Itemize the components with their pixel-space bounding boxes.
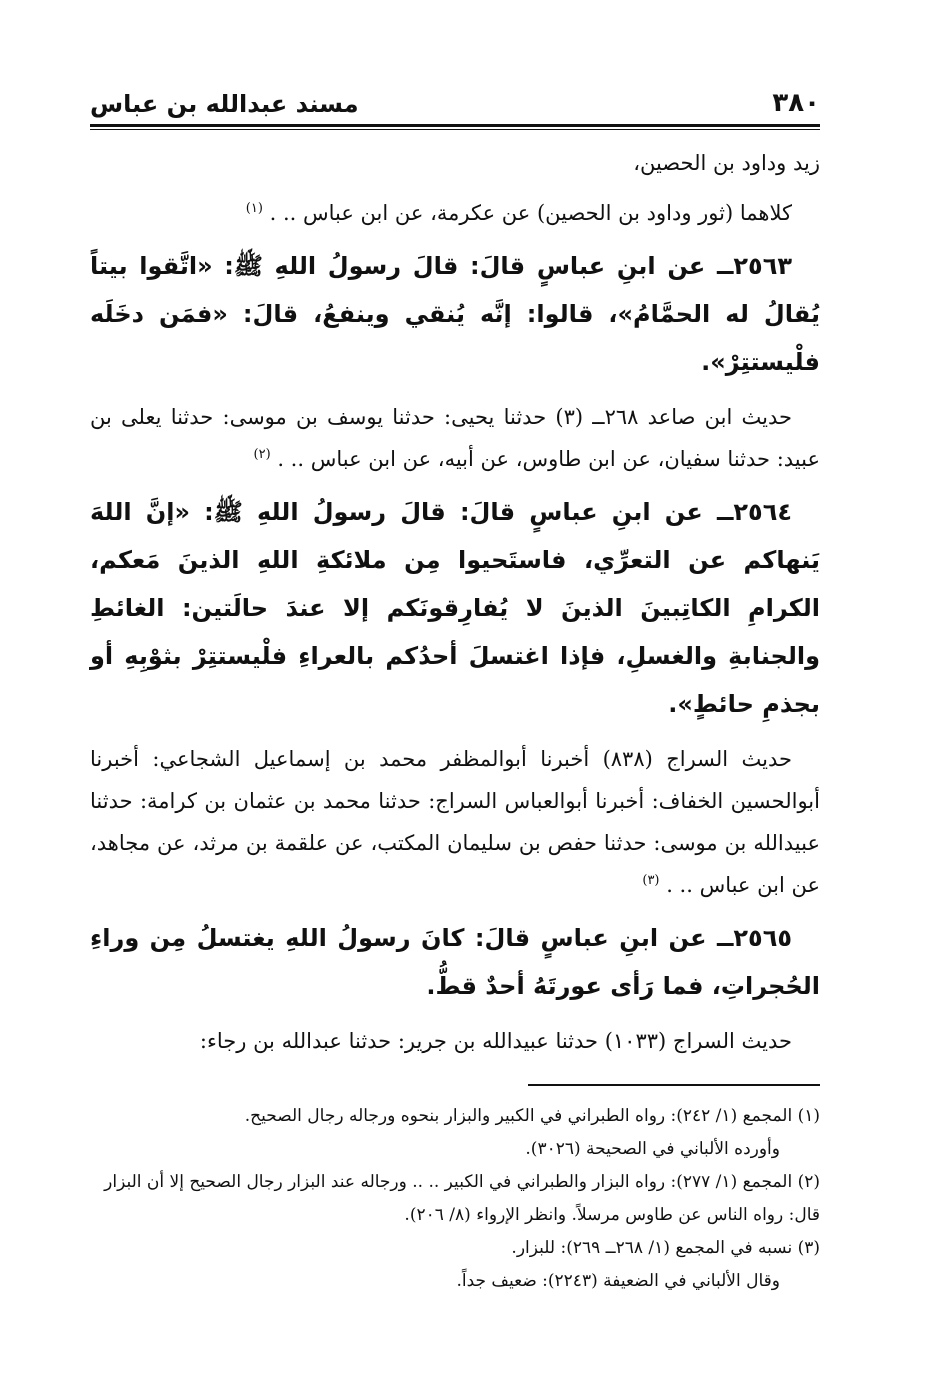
footnote-1: (١) المجمع (١/ ٢٤٢): رواه الطبراني في الكبير والبزار بنحوه ورجاله رجال الصحيح. bbox=[244, 1106, 820, 1126]
hadith-2563: ٢٥٦٣ــ عن ابنِ عباسٍ قالَ: قالَ رسولُ اللهِ ﷺ: «اتَّقوا بيتاً يُقالُ له الحمَّامُ»، قالوا: إنَّه يُنقي وينفعُ، قالَ: «فمَن دخَلَه فلْيستتِرْ». bbox=[90, 252, 820, 376]
paragraph-chain-end: زيد وداود بن الحصين، bbox=[633, 151, 820, 175]
hadith-2564: ٢٥٦٤ــ عن ابنِ عباسٍ قالَ: قالَ رسولُ اللهِ ﷺ: «إنَّ اللهَ يَنهاكم عن التعرِّي، فاستَحيوا مِن ملائكةِ اللهِ الذينَ مَعكم، الكرامِ الكاتِبينَ الذينَ لا يُفارِقونَكم إلا عندَ حالَتين: الغائطِ والجنابةِ والغسلِ، فإذا اغتسلَ أحدُكم بالعراءِ فلْيستتِرْ بثوْبِهِ أو بجذمِ حائطٍ». bbox=[90, 498, 820, 718]
footnote-ref-2: (٢) bbox=[253, 447, 271, 462]
footnote-1-continued: وأورده الألباني في الصحيحة (٣٠٢٦). bbox=[525, 1139, 780, 1159]
header-rule-thick bbox=[90, 124, 820, 127]
paragraph-isnad-2563: حديث ابن صاعد ٢٦٨ــ (٣) حدثنا يحيى: حدثنا يوسف بن موسى: حدثنا يعلى بن عبيد: حدثنا سفيان، عن ابن طاوس، عن أبيه، عن ابن عباس .. . $^{(٢)}$ bbox=[90, 405, 820, 471]
footnote-ref-3: (٣) bbox=[642, 873, 660, 888]
footnote-ref-1: (١) bbox=[245, 201, 263, 216]
paragraph-isnad-2564: حديث السراج (٨٣٨) أخبرنا أبوالمظفر محمد بن إسماعيل الشجاعي: أخبرنا أبوالحسين الخفاف: أخبرنا أبوالعباس السراج: حدثنا محمد بن عثمان بن كرامة: حدثنا عبيدالله بن موسى: حدثنا حفص بن سليمان المكتب، عن علقمة بن مرثد، عن مجاهد، عن ابن عباس .. . $^{(٣)}$ bbox=[90, 747, 820, 897]
page-header bbox=[90, 78, 820, 118]
footnote-2: (٢) المجمع (١/ ٢٧٧): رواه البزار والطبراني في الكبير .. .. ورجاله عند البزار رجال الصحيح إلا أن البزار قال: رواه الناس عن طاوس مرسلاً. وانظر الإرواء (٨/ ٢٠٦). bbox=[104, 1172, 820, 1225]
paragraph-isnad-2565: حديث السراج (١٠٣٣) حدثنا عبيدالله بن جرير: حدثنا عبدالله بن رجاء: bbox=[199, 1029, 792, 1053]
header-rule-thin bbox=[90, 129, 820, 130]
page-number: ٣٨٠ bbox=[772, 88, 820, 118]
footnote-separator bbox=[528, 1084, 820, 1086]
hadith-2565: ٢٥٦٥ــ عن ابنِ عباسٍ قالَ: كانَ رسولُ اللهِ يغتسلُ مِن وراءِ الحُجراتِ، فما رَأى عورتَهُ أحدٌ قطُّ. bbox=[90, 924, 820, 1000]
paragraph-chain: كلاهما (ثور وداود بن الحصين) عن عكرمة، عن ابن عباس .. . $^{(١)}$ bbox=[245, 201, 792, 225]
running-title: مسند عبدالله بن عباس bbox=[90, 90, 359, 118]
footnote-3-continued: وقال الألباني في الضعيفة (٢٢٤٣): ضعيف جداً. bbox=[456, 1271, 780, 1291]
main-text bbox=[90, 142, 820, 1062]
footnotes bbox=[90, 1100, 820, 1298]
footnote-3: (٣) نسبه في المجمع (١/ ٢٦٨ــ ٢٦٩): للبزار. bbox=[511, 1238, 820, 1258]
